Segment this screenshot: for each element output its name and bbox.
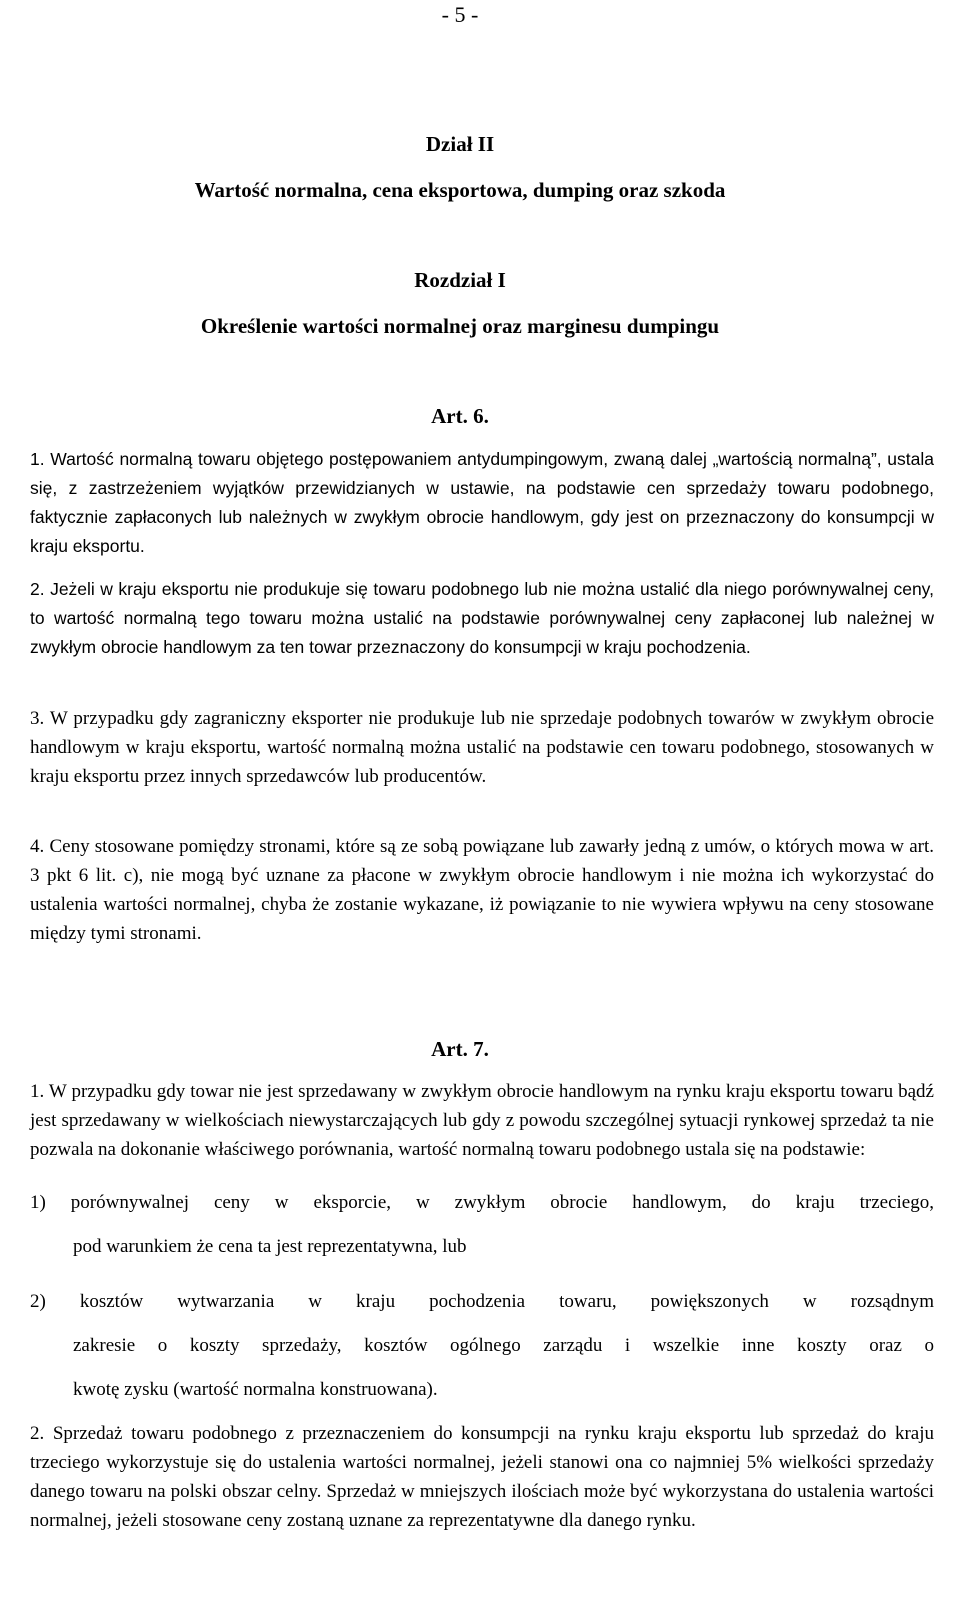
list-item-line: pod warunkiem że cena ta jest reprezentatywna, lub — [73, 1236, 467, 1257]
chapter-title: Określenie wartości normalnej oraz marginesu dumpingu — [200, 314, 720, 338]
list-item-line: zakresie o koszty sprzedaży, kosztów ogólnego zarządu i wszelkie inne koszty oraz o — [73, 1335, 934, 1356]
article-7-paragraph-1: 1. W przypadku gdy towar nie jest sprzedawany w zwykłym obrocie handlowym na rynku kraju eksportu towaru bądź jest sprzedawany w wielkościach niewystarczających lub gdy z powodu szczególnej sytuacji rynkowej sprzedaż ta nie pozwala na dokonanie właściwego porównania, wartość normalną towaru podobnego ustala się na podstawie: — [30, 1081, 934, 1160]
division-title: Wartość normalna, cena eksportowa, dumping oraz szkoda — [194, 178, 726, 202]
article-6-paragraph-4: 4. Ceny stosowane pomiędzy stronami, które są ze sobą powiązane lub zawarły jedną z umów, o których mowa w art. 3 pkt 6 lit. c), nie mogą być uznane za płacone w zwykłym obrocie handlowym i nie można ich wykorzystać do ustalenia wartości normalnej, chyba że zostanie wykazane, iż powiązanie to nie wywiera wpływu na ceny stosowane między tymi stronami. — [30, 836, 934, 944]
article-7-list-item-2 — [30, 1287, 934, 1419]
article-7-paragraph-2: 2. Sprzedaż towaru podobnego z przeznaczeniem do konsumpcji na rynku kraju eksportu lub sprzedaż do kraju trzeciego wykorzystuje się do ustalenia wartości normalnej, jeżeli stanowi ona co najmniej 5% wielkości sprzedaży danego towaru na polski obszar celny. Sprzedaż w mniejszych ilościach może być wykorzystana do ustalenia wartości normalnej, jeżeli stosowane ceny zostaną uznane za reprezentatywne dla danego rynku. — [30, 1423, 934, 1531]
page-number: - 5 - — [441, 2, 479, 27]
article-7-list-item-1 — [30, 1188, 934, 1276]
article-7-heading: Art. 7. — [431, 1037, 489, 1061]
article-6-heading: Art. 6. — [431, 404, 489, 428]
list-item-line: 1) porównywalnej ceny w eksporcie, w zwykłym obrocie handlowym, do kraju trzeciego, — [30, 1192, 934, 1213]
article-6-paragraph-2: 2. Jeżeli w kraju eksportu nie produkuje się towaru podobnego lub nie można ustalić dla niego porównywalnej ceny, to wartość normalną tego towaru można ustalić na podstawie porównywalnej ceny zapłaconej lub należnej w zwykłym obrocie handlowym za ten towar przeznaczony do konsumpcji w kraju pochodzenia. — [30, 579, 934, 657]
division-label: Dział II — [425, 132, 495, 156]
article-6-paragraph-1: 1. Wartość normalną towaru objętego postępowaniem antydumpingowym, zwaną dalej „wartością normalną”, ustala się, z zastrzeżeniem wyjątków przewidzianych w ustawie, na podstawie cen sprzedaży towaru podobnego, faktycznie zapłaconych lub należnych w zwykłym obrocie handlowym, gdy jest on przeznaczony do konsumpcji w kraju eksportu. — [30, 449, 934, 556]
chapter-label: Rozdział I — [414, 268, 506, 292]
article-6-paragraph-3: 3. W przypadku gdy zagraniczny eksporter nie produkuje lub nie sprzedaje podobnych towarów w zwykłym obrocie handlowym w kraju eksportu, wartość normalną można ustalić na podstawie cen towaru podobnego, stosowanych w kraju eksportu przez innych sprzedawców lub producentów. — [30, 708, 934, 787]
list-item-line: kwotę zysku (wartość normalna konstruowana). — [73, 1379, 438, 1400]
list-item-line: 2) kosztów wytwarzania w kraju pochodzenia towaru, powiększonych w rozsądnym — [30, 1291, 934, 1312]
